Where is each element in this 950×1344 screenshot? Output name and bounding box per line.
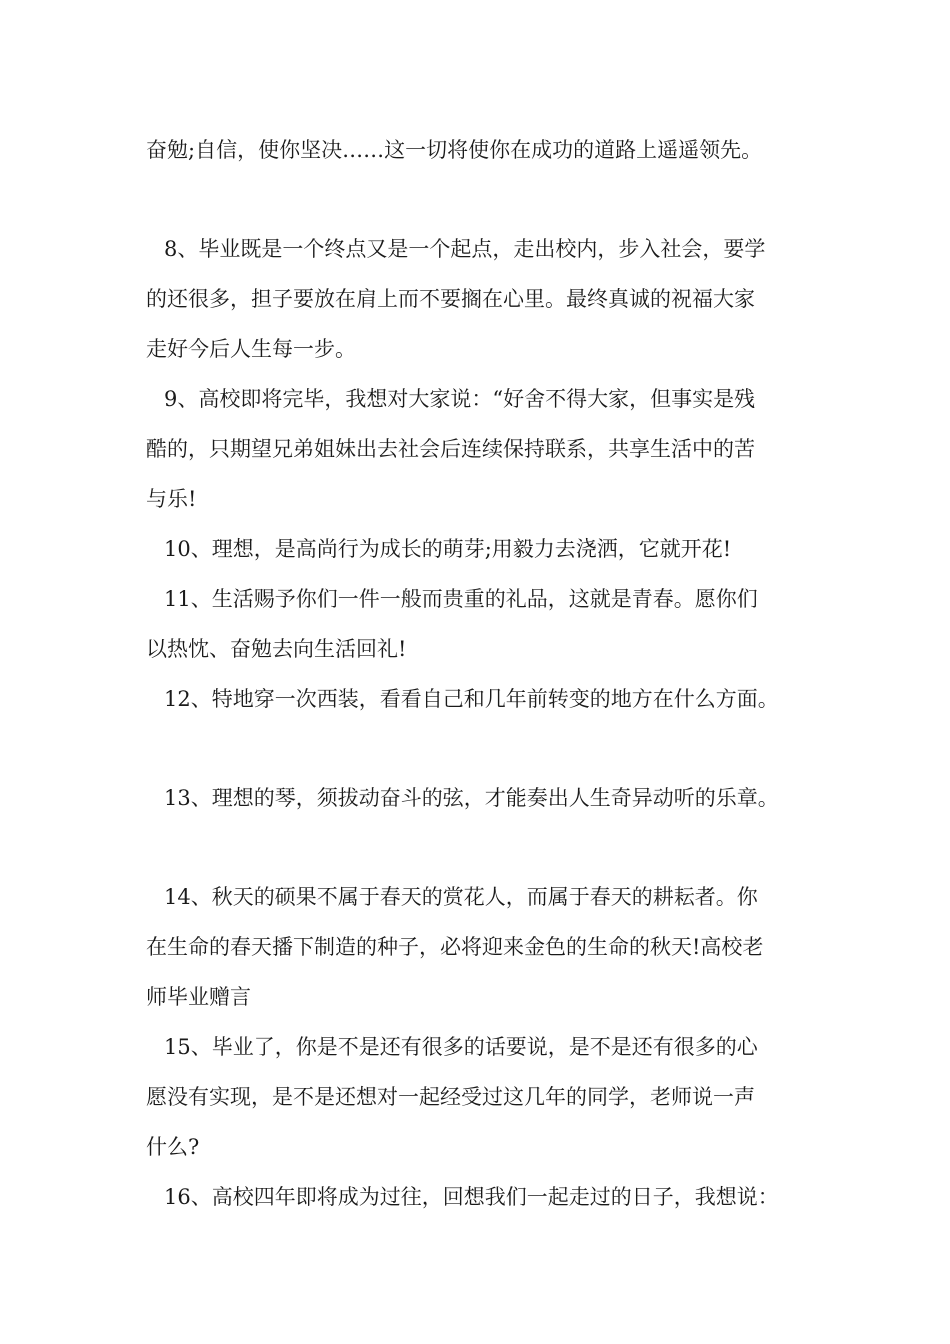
text-line: 15、毕业了，你是不是还有很多的话要说，是不是还有很多的心 bbox=[164, 1035, 758, 1059]
text-line: 16、高校四年即将成为过往，回想我们一起走过的日子，我想说： bbox=[164, 1185, 779, 1209]
text-line: 酷的，只期望兄弟姐妹出去社会后连续保持联系，共享生活中的苦 bbox=[146, 437, 755, 461]
text-line: 的还很多，担子要放在肩上而不要搁在心里。最终真诚的祝福大家 bbox=[146, 287, 755, 311]
text-line: 什么? bbox=[146, 1135, 200, 1159]
text-line: 14、秋天的硕果不属于春天的赏花人，而属于春天的耕耘者。你 bbox=[164, 885, 758, 909]
text-line: 在生命的春天播下制造的种子，必将迎来金色的生命的秋天!高校老 bbox=[146, 935, 764, 959]
text-line: 10、理想，是高尚行为成长的萌芽;用毅力去浇洒，它就开花! bbox=[164, 537, 732, 561]
text-line: 走好今后人生每一步。 bbox=[146, 337, 356, 361]
text-line: 奋勉;自信，使你坚决……这一切将使你在成功的道路上遥遥领先。 bbox=[146, 138, 763, 162]
text-line: 9、高校即将完毕，我想对大家说：“好舍不得大家，但事实是残 bbox=[164, 387, 756, 411]
text-line: 愿没有实现，是不是还想对一起经受过这几年的同学，老师说一声 bbox=[146, 1085, 755, 1109]
text-line: 11、生活赐予你们一件一般而贵重的礼品，这就是青春。愿你们 bbox=[164, 587, 758, 611]
text-line: 以热忱、奋勉去向生活回礼! bbox=[146, 637, 407, 661]
text-line: 师毕业赠言 bbox=[146, 985, 251, 1009]
text-line: 12、特地穿一次西装，看看自己和几年前转变的地方在什么方面。 bbox=[164, 687, 779, 711]
text-line: 与乐! bbox=[146, 487, 197, 511]
text-line: 8、毕业既是一个终点又是一个起点，走出校内，步入社会，要学 bbox=[164, 237, 766, 261]
text-line: 13、理想的琴，须拔动奋斗的弦，才能奏出人生奇异动听的乐章。 bbox=[164, 786, 779, 810]
